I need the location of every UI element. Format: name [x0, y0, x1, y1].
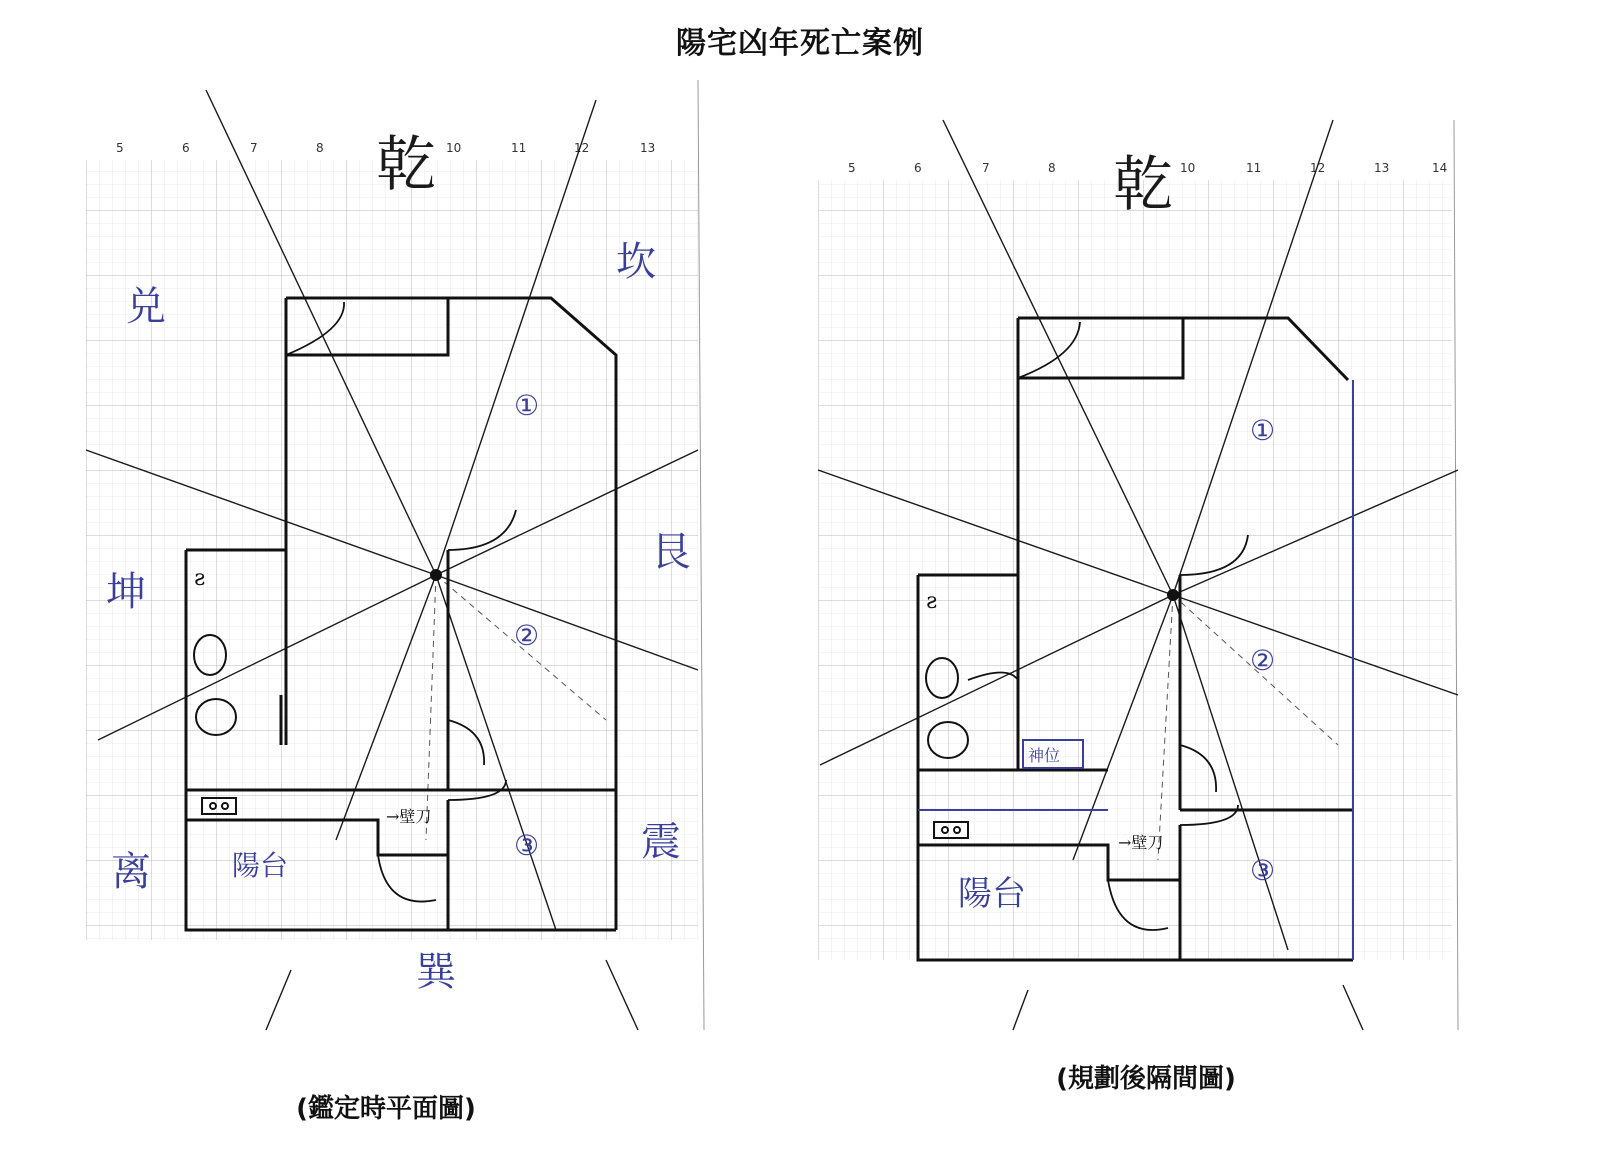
shrine-label: 神位 — [1028, 746, 1061, 765]
ruler-number: 6 — [914, 161, 922, 175]
direction-kun: 坤 — [106, 569, 146, 615]
room-2-label: ② — [1250, 644, 1276, 677]
ruler-number: 11 — [1246, 161, 1262, 175]
ruler-number: 10 — [1180, 161, 1196, 175]
caption-before: (鑑定時平面圖) — [296, 1094, 476, 1124]
center-mark — [430, 569, 442, 581]
direction-qian: 乾 — [1113, 150, 1173, 220]
ruler-number: 11 — [511, 141, 527, 155]
ruler-number: 7 — [250, 141, 258, 155]
ruler-number: 13 — [1374, 161, 1390, 175]
room-1-label: ① — [1250, 414, 1276, 447]
ruler-number: 5 — [116, 141, 124, 155]
direction-gen: 艮 — [651, 529, 691, 575]
ruler-number: 13 — [640, 141, 656, 155]
direction-xun: 巽 — [416, 949, 456, 995]
direction-dui: 兑 — [126, 284, 166, 330]
ruler-number: 6 — [182, 141, 190, 155]
caption-after: (規劃後隔間圖) — [1056, 1064, 1236, 1094]
ruler-number: 8 — [1048, 161, 1056, 175]
page-title: 陽宅凶年死亡案例 — [676, 26, 924, 61]
ruler-number: 5 — [848, 161, 856, 175]
ruler-number: 8 — [316, 141, 324, 155]
balcony-label: 陽台 — [232, 849, 289, 882]
direction-kan: 坎 — [616, 239, 656, 285]
svg-text:ƨ: ƨ — [926, 589, 938, 614]
center-mark — [1167, 589, 1179, 601]
room-3-label: ③ — [1250, 854, 1276, 887]
direction-qian: 乾 — [376, 130, 436, 200]
room-1-label: ① — [514, 389, 540, 422]
room-2-label: ② — [514, 619, 540, 652]
ruler-number: 12 — [574, 141, 590, 155]
wall-cabinet-label: →壁刀 — [386, 807, 432, 826]
ruler-number: 12 — [1310, 161, 1326, 175]
plan-after — [818, 80, 1448, 1060]
svg-text:ƨ: ƨ — [194, 566, 206, 591]
room-3-label: ③ — [514, 829, 540, 862]
wall-cabinet-label: →壁刀 — [1118, 833, 1164, 852]
balcony-label: 陽台 — [958, 874, 1026, 914]
direction-li: 离 — [111, 849, 151, 895]
ruler-number: 14 — [1432, 161, 1448, 175]
direction-zhen: 震 — [641, 819, 681, 865]
plan-before — [86, 80, 710, 1060]
ruler-number: 7 — [982, 161, 990, 175]
ruler-number: 10 — [446, 141, 462, 155]
